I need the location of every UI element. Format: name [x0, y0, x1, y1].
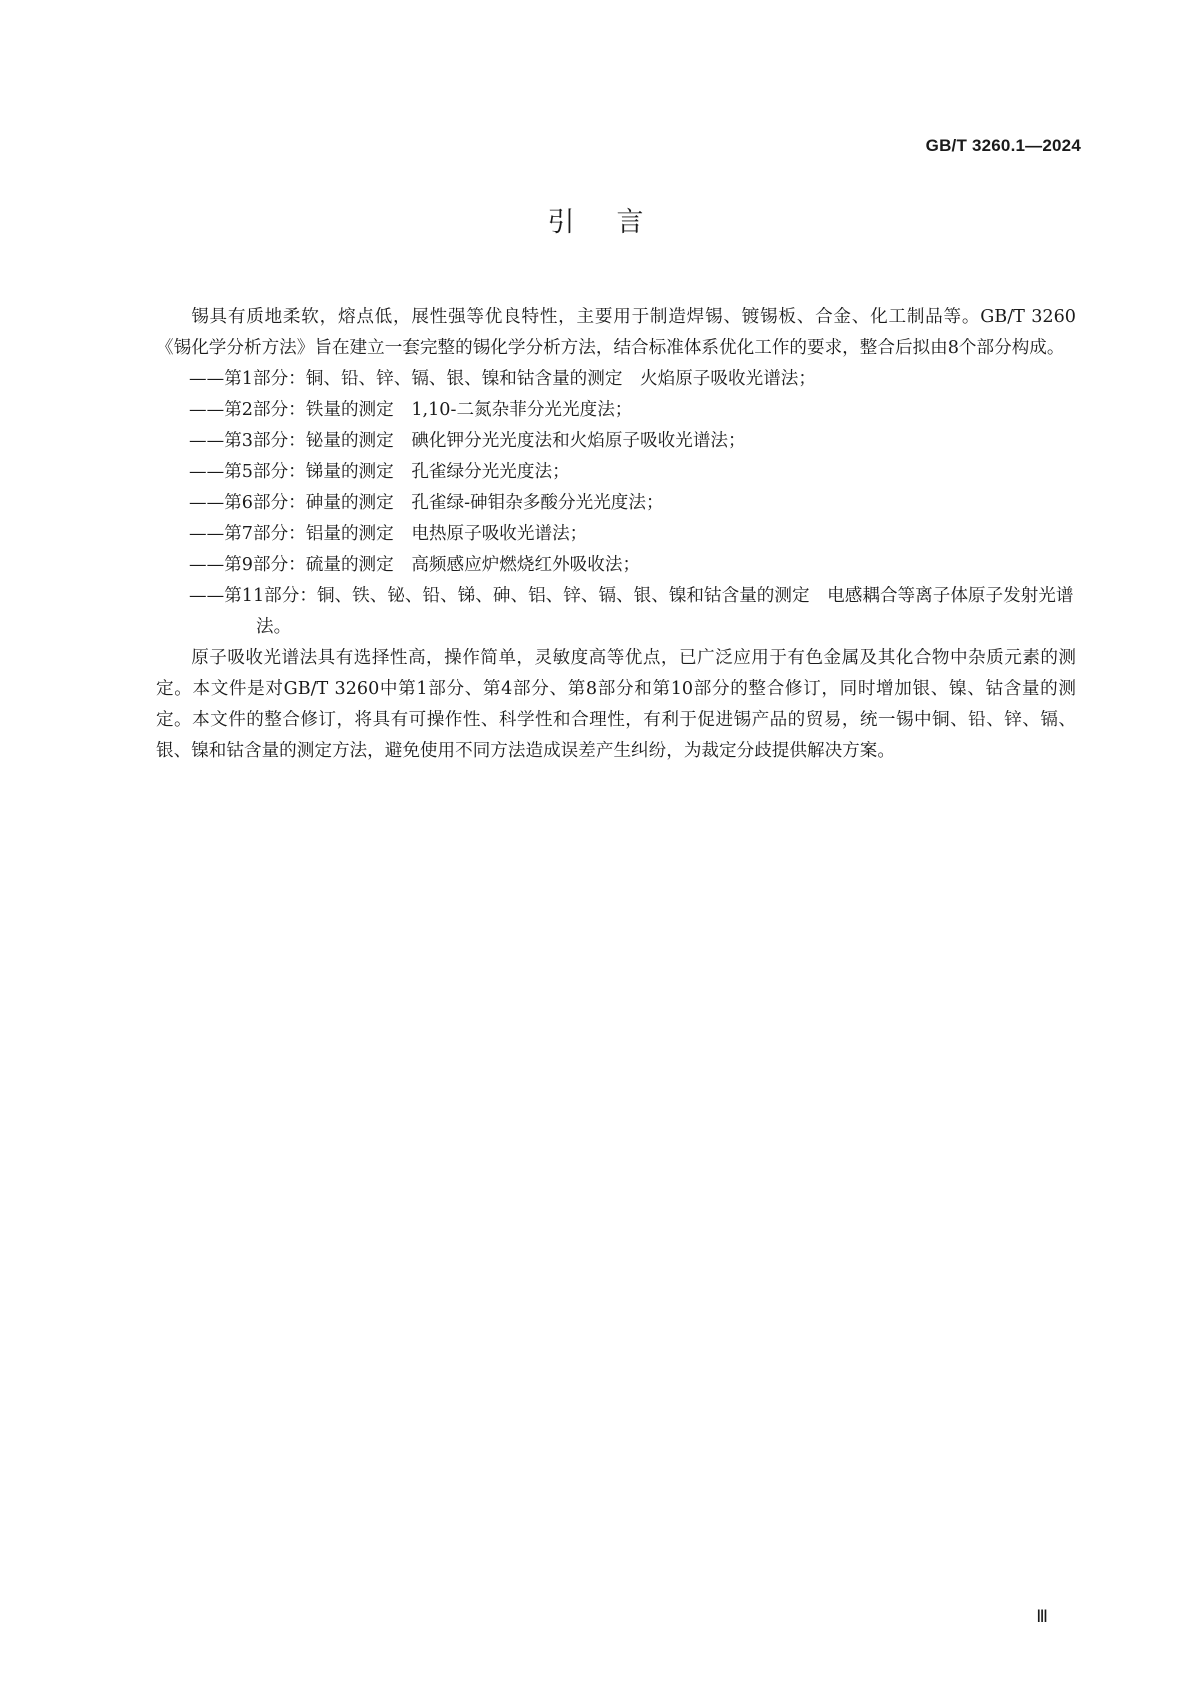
list-item: ——第2部分：铁量的测定 1,10-二氮杂菲分光光度法；	[189, 400, 633, 420]
list-item: ——第11部分：铜、铁、铋、铅、锑、砷、铝、锌、镉、银、镍和钴含量的测定 电感耦合等离子体原子发射光谱法。	[189, 586, 1074, 637]
parts-list	[156, 364, 1076, 643]
list-item: ——第6部分：砷量的测定 孔雀绿-砷钼杂多酸分光光度法；	[189, 493, 664, 513]
standard-code: GB/T 3260.1—2024	[925, 136, 1081, 155]
list-item: ——第3部分：铋量的测定 碘化钾分光光度法和火焰原子吸收光谱法；	[189, 431, 746, 451]
page-number: Ⅲ	[1036, 1607, 1048, 1626]
list-item: ——第7部分：铝量的测定 电热原子吸收光谱法；	[189, 524, 588, 544]
intro-paragraph-2: 原子吸收光谱法具有选择性高，操作简单，灵敏度高等优点，已广泛应用于有色金属及其化合物中杂质元素的测定。本文件是对GB/T 3260中第1部分、第4部分、第8部分和第10部分的整合修订，同时增加银、镍、钴含量的测定。本文件的整合修订，将具有可操作性、科学性和合理性，有利于促进锡产品的贸易，统一锡中铜、铅、锌、镉、银、镍和钴含量的测定方法，避免使用不同方法造成误差产生纠纷，为裁定分歧提供解决方案。	[156, 648, 1076, 761]
list-item: ——第9部分：硫量的测定 高频感应炉燃烧红外吸收法；	[189, 555, 641, 575]
page-title: 引言	[547, 207, 686, 238]
list-item: ——第5部分：锑量的测定 孔雀绿分光光度法；	[189, 462, 570, 482]
list-item: ——第1部分：铜、铅、锌、镉、银、镍和钴含量的测定 火焰原子吸收光谱法；	[189, 369, 816, 389]
intro-paragraph-1: 锡具有质地柔软，熔点低，展性强等优良特性，主要用于制造焊锡、镀锡板、合金、化工制品等。GB/T 3260《锡化学分析方法》旨在建立一套完整的锡化学分析方法，结合标准体系优化工作的要求，整合后拟由8个部分构成。	[156, 307, 1076, 358]
document-body	[156, 302, 1076, 767]
